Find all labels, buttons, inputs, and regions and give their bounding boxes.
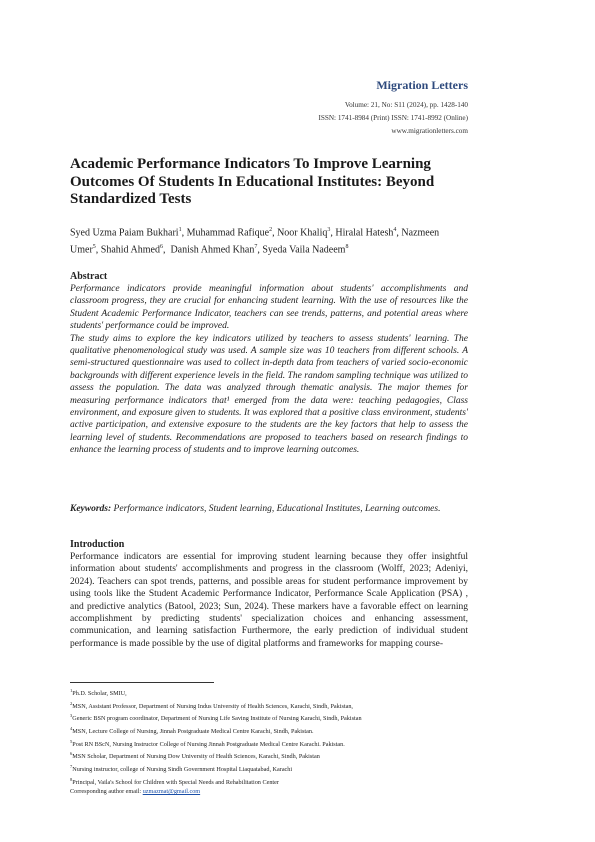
author-name: Noor Khaliq bbox=[277, 227, 328, 239]
author-affiliation-mark: 4 bbox=[393, 227, 397, 233]
keywords-text: Performance indicators, Student learning, Educational Institutes, Learning outcomes. bbox=[113, 504, 441, 514]
footnote-mark: 5 bbox=[70, 738, 73, 744]
footnote bbox=[70, 775, 468, 788]
footnote-mark: 7 bbox=[70, 763, 73, 769]
footnote bbox=[70, 762, 468, 775]
footnote bbox=[70, 737, 468, 750]
keywords-label: Keywords: bbox=[70, 504, 112, 514]
abstract-paragraph: Performance indicators provide meaningful information about students' accomplishments and classroom progress, they are crucial for enhancing student learning. With the use of resources like the Student Academic Performance Indicator, teachers can see trends, patterns, and potential areas where students' performance could be improved. bbox=[70, 284, 468, 332]
abstract-heading: Abstract bbox=[70, 271, 108, 282]
abstract-paragraph: The study aims to explore the key indicators utilized by teachers to assess students' learning. The qualitative phenomenological study was used. A sample size was 10 teachers from different schools. A semi-structured questionnaire was used to collect in-depth data from teachers of varied socio-economic backgrounds with different experience levels in the field. The random sampling technique was utilized to assess the population. The data was analyzed through thematic analysis. The major themes for measuring performance indicators that¹ emerged from the data were: teaching pedagogies, Class environment, and exposure given to students. It was explored that a positive class environment, students' active participation, and extensive exposure to the students are the key factors that help to assess the learning level of students. Recommendations are proposed to teachers based on research findings to enhance the learning process of students and to improve learning outcomes. bbox=[70, 333, 468, 456]
footnote-text: Generic BSN program coordinator, Department of Nursing Life Saving Institute of Nursing Karachi, Sindh, Pakistan bbox=[72, 715, 362, 723]
footnote-separator bbox=[70, 682, 214, 683]
journal-name: Migration Letters bbox=[376, 78, 468, 92]
author-affiliation-mark: 5 bbox=[92, 244, 96, 251]
paper-title: Academic Performance Indicators To Improve Learning Outcomes Of Students In Educational Institutes: Beyond Standardized Tests bbox=[70, 156, 435, 207]
footnote-text: Nursing instructor, college of Nursing Sindh Government Hospital Liaquatabad, Karachi bbox=[72, 766, 293, 773]
corresponding-label: Corresponding author email: bbox=[70, 788, 143, 796]
corresponding-author bbox=[70, 787, 468, 797]
footnote-text: Ph.D. Scholar, SMIU, bbox=[72, 690, 127, 698]
footnote-text: MSN, Assistant Professor, Department of Nursing Indus University of Health Sciences, Karachi, Sindh, Pakistan, bbox=[72, 702, 353, 710]
footnote-mark: 4 bbox=[70, 725, 73, 731]
author-name: Nazmeen Umer bbox=[70, 227, 440, 256]
footnote bbox=[70, 724, 468, 737]
author-affiliation-mark: 3 bbox=[327, 227, 331, 233]
journal-issn: ISSN: 1741-8984 (Print) ISSN: 1741-8992 (Online) bbox=[318, 114, 468, 122]
footnote bbox=[70, 686, 468, 699]
introduction-heading: Introduction bbox=[70, 539, 125, 550]
footnote-mark: 8 bbox=[70, 776, 73, 782]
author-affiliation-mark: 2 bbox=[269, 227, 273, 233]
introduction-body: Performance indicators are essential for improving student learning because they offer insightful information about students' accomplishments and progress in the classroom (Wolff, 2023; Adeniyi, 2024). Teachers can spot trends, patterns, and possible areas for student performance improvement by using tools like the Student Academic Performance Indicator, Performance Scale Application (PSA) , and predictive analytics (Batool, 2023; Sun, 2024). These markers have a favorable effect on learning accomplishment by predicting students' specialization choices and enhancing assessment, communication, and learning satisfaction Furthermore, the early prediction of individual student performance is made possible by the use of digital platforms and frameworks for mapping course- bbox=[70, 552, 468, 649]
author-name: Muhammad Rafique bbox=[186, 227, 270, 239]
keywords bbox=[70, 503, 468, 515]
journal-volume: Volume: 21, No: S11 (2024), pp. 1428-140 bbox=[344, 101, 468, 109]
footnote-text: Principal, Vaila's School for Children with Special Needs and Rehabilitation Center bbox=[72, 778, 279, 786]
abstract-body bbox=[70, 283, 468, 457]
author-affiliation-mark: 6 bbox=[159, 244, 163, 251]
footnotes bbox=[70, 686, 468, 797]
author-affiliation-mark: 7 bbox=[254, 244, 258, 251]
footnote bbox=[70, 749, 468, 762]
footnote-mark: 1 bbox=[70, 688, 73, 693]
footnote bbox=[70, 699, 468, 712]
corresponding-email-link[interactable]: uzmazmat@gmail.com bbox=[142, 788, 201, 796]
author-name: Syed Uzma Paiam Bukhari bbox=[70, 227, 179, 239]
footnote-mark: 3 bbox=[70, 713, 73, 719]
author-name: Shahid Ahmed bbox=[100, 244, 160, 256]
footnote bbox=[70, 711, 468, 724]
author-name: Danish Ahmed Khan bbox=[170, 244, 255, 256]
footnote-text: MSN, Lecture College of Nursing, Jinnah Postgraduate Medical Centre Karachi, Sindh, Pakistan. bbox=[72, 728, 314, 736]
author-affiliation-mark: 1 bbox=[178, 227, 182, 233]
author-list: Syed Uzma Paiam Bukhari$^1$, Muhammad Rafique$^2$, Noor Khaliq$^3$, Hiralal Hatesh$^4$, Nazmeen Umer$^5$, Shahid Ahmed$^6$, Danish Ahmed Khan$^7$, Syeda Vaila Nadeem$^8$ bbox=[70, 227, 440, 256]
footnote-text: MSN Scholar, Department of Nursing Dow University of Health Sciences, Karachi, Sindh, Pakistan bbox=[72, 753, 320, 761]
journal-header bbox=[318, 78, 468, 138]
journal-website[interactable]: www.migrationletters.com bbox=[391, 127, 468, 135]
footnote-mark: 6 bbox=[70, 751, 73, 757]
footnote-mark: 2 bbox=[70, 700, 73, 706]
author-affiliation-mark: 8 bbox=[345, 244, 349, 251]
footnote-text: Post RN BScN, Nursing Instructor College of Nursing Jinnah Postgraduate Medical Centre Karachi. Pakistan. bbox=[72, 740, 345, 748]
author-name: Syeda Vaila Nadeem bbox=[262, 244, 346, 256]
author-name: Hiralal Hatesh bbox=[335, 227, 394, 239]
